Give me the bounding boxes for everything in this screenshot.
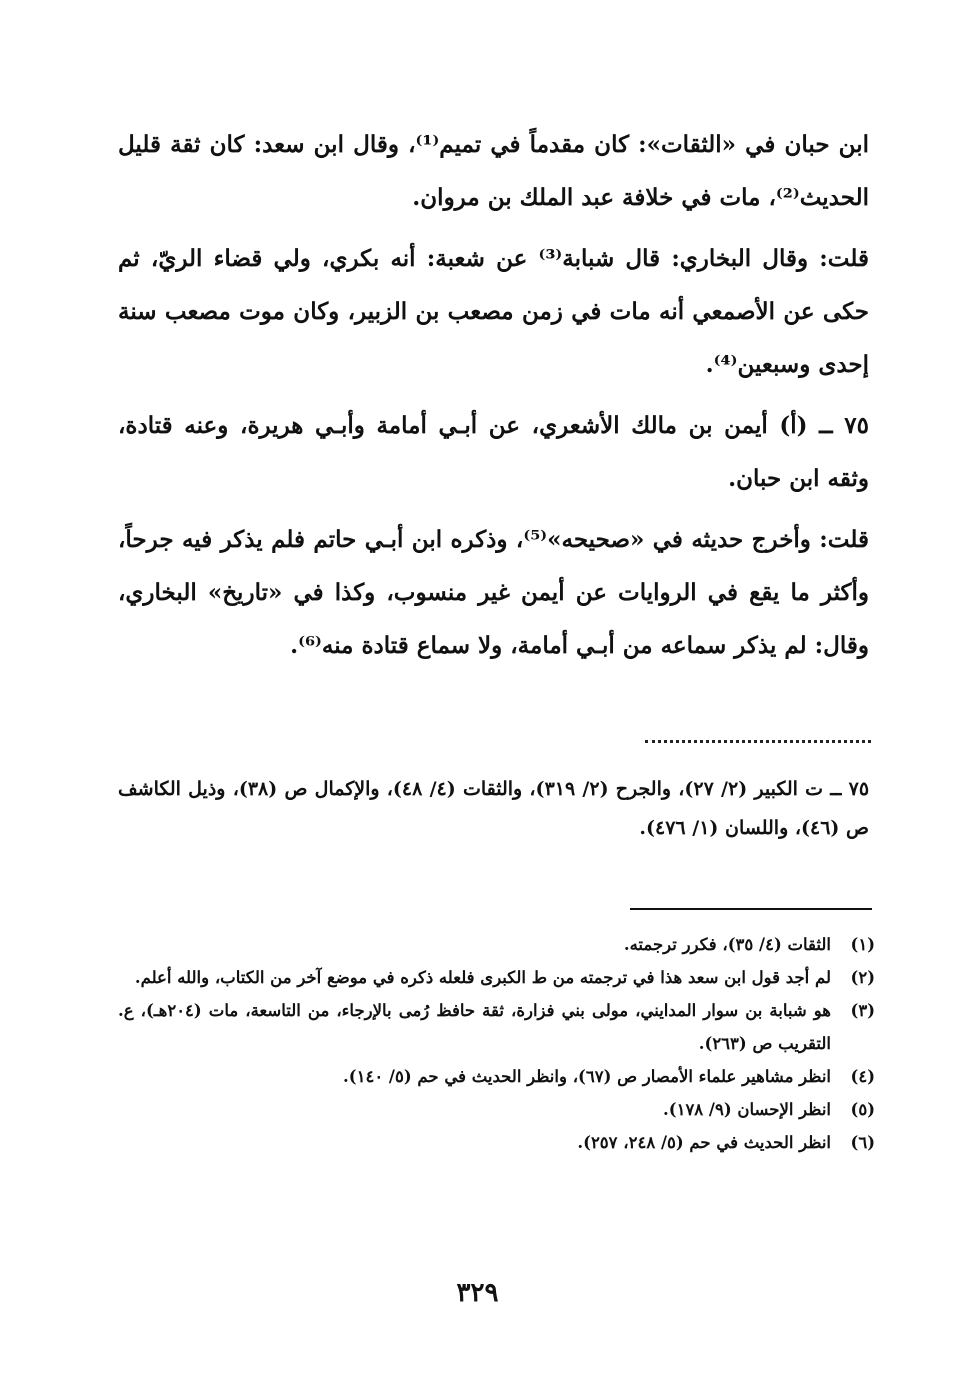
footnote-separator-line [630, 908, 872, 910]
footnote-1 [118, 928, 875, 961]
footnote-number: (١) [850, 935, 875, 954]
footnote-number: (٥) [850, 1100, 875, 1119]
paragraph-2: قلت: وقال البخاري: قال شبابة⁽³⁾ عن شعبة: أنه بكري، ولي قضاء الريّ، ثم حكى عن الأصمعي أنه مات في زمن مصعب بن الزبير، وكان موت مصعب سنة إحدى وسبعين⁽⁴⁾. [118, 245, 869, 378]
page-number: ٣٢٩ [456, 1278, 499, 1308]
footnote-number: (٦) [850, 1133, 875, 1152]
references-text: ٧٥ ــ ت الكبير (٢/ ٢٧)، والجرح (٢/ ٣١٩)، والثقات (٤/ ٤٨)، والإكمال ص (٣٨)، وذيل الكاشف ص (٤٦)، واللسان (١/ ٤٧٦). [118, 778, 870, 839]
footnote-number: (٣) [850, 1001, 875, 1020]
paragraph-1: ابن حبان في «الثقات»: كان مقدماً في تميم⁽¹⁾، وقال ابن سعد: كان ثقة قليل الحديث⁽²⁾، مات في خلافة عبد الملك بن مروان. [118, 131, 869, 211]
footnote-5 [118, 1093, 875, 1126]
paragraph-3: ٧٥ ــ (أ) أيمن بن مالك الأشعري، عن أبـي أمامة وأبـي هريرة، وعنه قتادة، وثقه ابن حبان. [118, 412, 869, 492]
footnote-text: الثقات (٤/ ٣٥)، فكرر ترجمته. [623, 935, 831, 954]
footnote-6 [118, 1126, 875, 1159]
footnote-3 [118, 994, 875, 1060]
footnote-text: هو شبابة بن سوار المدايني، مولى بني فزارة، ثقة حافظ رُمى بالإرجاء، من التاسعة، مات (٢٠٤هـ)، ع. التقريب ص (٢٦٣). [118, 1001, 831, 1053]
paragraph-4: قلت: وأخرج حديثه في «صحيحه»⁽⁵⁾، وذكره ابن أبـي حاتم فلم يذكر فيه جرحاً، وأكثر ما يقع في الروايات عن أيمن غير منسوب، وكذا في «تاريخ» البخاري، وقال: لم يذكر سماعه من أبـي أمامة، ولا سماع قتادة منه⁽⁶⁾. [118, 526, 869, 659]
footnote-text: انظر الإحسان (٩/ ١٧٨). [663, 1100, 831, 1119]
footnote-text: لم أجد قول ابن سعد هذا في ترجمته من ط الكبرى فلعله ذكره في موضع آخر من الكتاب، والله أعلم. [134, 968, 831, 987]
dotted-separator [645, 740, 871, 743]
main-text [118, 118, 869, 680]
footnote-text: انظر الحديث في حم (٥/ ٢٤٨، ٢٥٧). [577, 1133, 831, 1152]
footnote-text: انظر مشاهير علماء الأمصار ص (٦٧)، وانظر الحديث في حم (٥/ ١٤٠). [343, 1067, 831, 1086]
footnote-number: (٢) [850, 968, 875, 987]
footnotes-list [118, 928, 875, 1159]
footnote-4 [118, 1060, 875, 1093]
footnote-2 [118, 961, 875, 994]
footnote-number: (٤) [850, 1067, 875, 1086]
